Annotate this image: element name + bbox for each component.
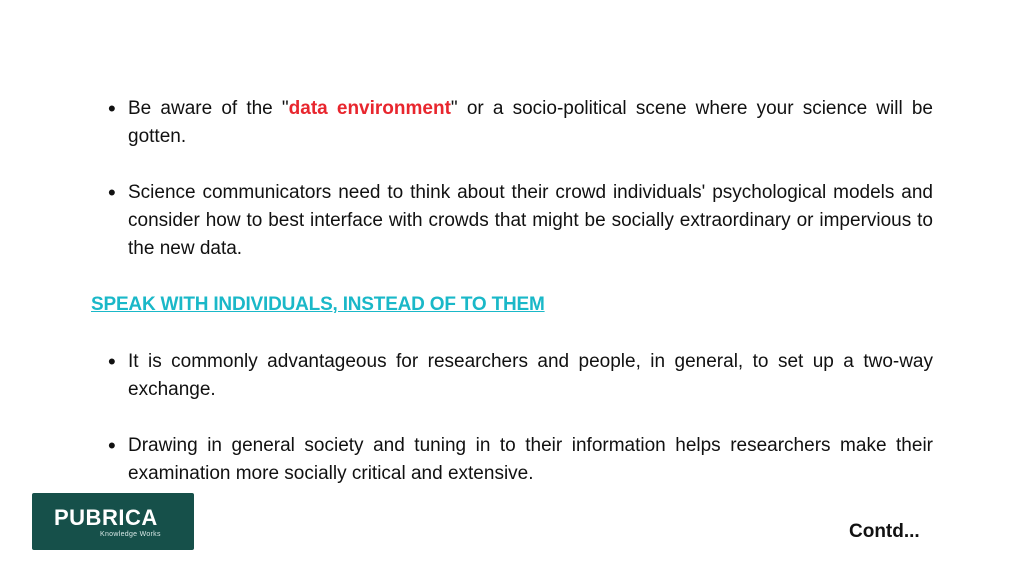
section-heading: SPEAK WITH INDIVIDUALS, INSTEAD OF TO THEM xyxy=(91,294,545,315)
bullet-item-3 xyxy=(108,348,933,404)
highlight-term: data environment xyxy=(288,98,451,119)
pubrica-logo xyxy=(32,493,194,550)
logo-name: PUBRICA xyxy=(54,505,158,530)
bullet-text-suffix: " or a socio-political scene where your science will be gotten. xyxy=(128,98,933,147)
contd-label: Contd... xyxy=(849,521,920,542)
bullet-dot: • xyxy=(108,349,116,374)
bullet-text-prefix: Be aware of the " xyxy=(128,98,289,119)
bullet-text: Drawing in general society and tuning in to their information helps researchers make their examination more socially critical and extensive. xyxy=(128,435,933,484)
bullet-item-2 xyxy=(108,179,933,263)
bullet-text: It is commonly advantageous for researchers and people, in general, to set up a two-way exchange. xyxy=(128,351,933,400)
bullet-item-1 xyxy=(108,95,933,151)
bullet-item-4 xyxy=(108,432,933,488)
bullet-dot: • xyxy=(108,433,116,458)
bullet-dot: • xyxy=(108,96,116,121)
bullet-text: Science communicators need to think about their crowd individuals' psychological models and consider how to best interface with crowds that might be socially extraordinary or impervious to the new data. xyxy=(128,182,933,259)
bullet-dot: • xyxy=(108,180,116,205)
logo-tagline: Knowledge Works xyxy=(100,531,161,538)
